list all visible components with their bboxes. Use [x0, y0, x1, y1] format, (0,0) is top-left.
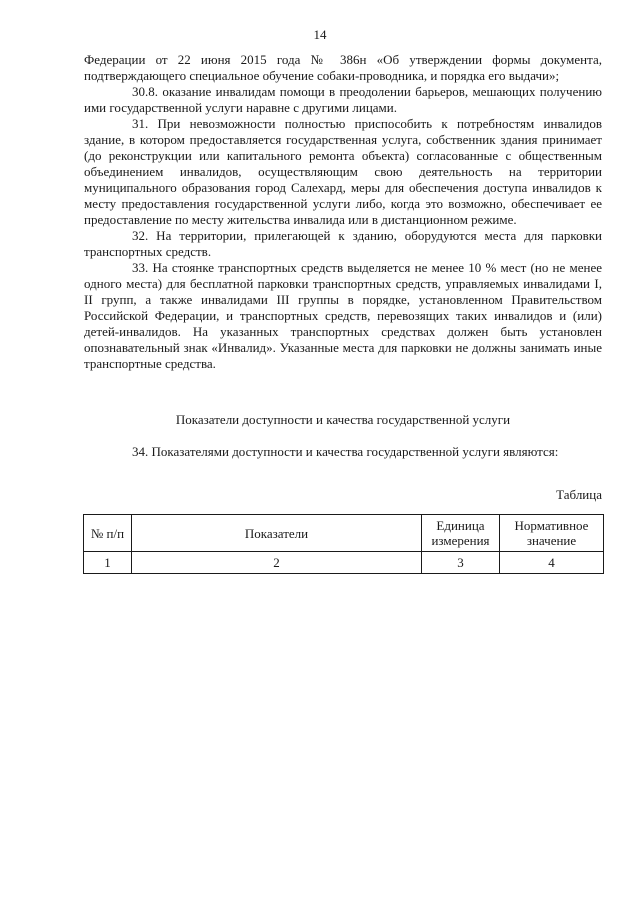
table-label: Таблица [556, 487, 602, 502]
section-heading: Показатели доступности и качества государственной услуги [175, 412, 511, 427]
paragraph-30-8: 30.8. оказание инвалидам помощи в преодолении барьеров, мешающих получению ими государственной услуги наравне с другими лицами. [84, 84, 602, 115]
header-normative-value: Нормативное значение [500, 515, 604, 552]
header-indicators: Показатели [132, 515, 422, 552]
table-cell: 2 [132, 552, 422, 574]
paragraph-33: 33. На стоянке транспортных средств выделяется не менее 10 % мест (но не менее одного места) для бесплатной парковки транспортных средств, управляемых инвалидами I, II групп, а также инвалидами III группы в порядке, установленном Правительством Российской Федерации, и транспортных средств, перевозящих таких инвалидов и (или) детей-инвалидов. На указанных транспортных средствах должен быть установлен опознавательный знак «Инвалид». Указанные места для парковки не должны занимать иные транспортные средства. [84, 260, 602, 371]
page-number: 14 [313, 27, 327, 42]
body-text [84, 52, 602, 372]
header-unit: Единица измерения [422, 515, 500, 552]
table-cell: 4 [500, 552, 604, 574]
table-cell: 1 [84, 552, 132, 574]
header-number: № п/п [84, 515, 132, 552]
table-cell: 3 [422, 552, 500, 574]
table-row [84, 552, 604, 574]
paragraph-continuation: Федерации от 22 июня 2015 года № 386н «Об утверждении формы документа, подтверждающего специальное обучение собаки-проводника, и порядка его выдачи»; [84, 52, 602, 83]
table-header-row [84, 515, 604, 552]
paragraph-31: 31. При невозможности полностью приспособить к потребностям инвалидов здание, в котором предоставляется государственная услуга, собственник здания принимает (до реконструкции или капитального ремонта объекта) согласованные с общественным объединением инвалидов, осуществляющим свою деятельность на территории муниципального образования город Салехард, меры для обеспечения доступа инвалидов к месту предоставления государственной услуги либо, когда это возможно, обеспечивает ее предоставление по месту жительства инвалида или в дистанционном режиме. [84, 116, 602, 227]
paragraph-32: 32. На территории, прилегающей к зданию, оборудуются места для парковки транспортных средств. [84, 228, 602, 259]
indicators-table [83, 514, 604, 574]
paragraph-34: 34. Показателями доступности и качества государственной услуги являются: [132, 444, 559, 459]
